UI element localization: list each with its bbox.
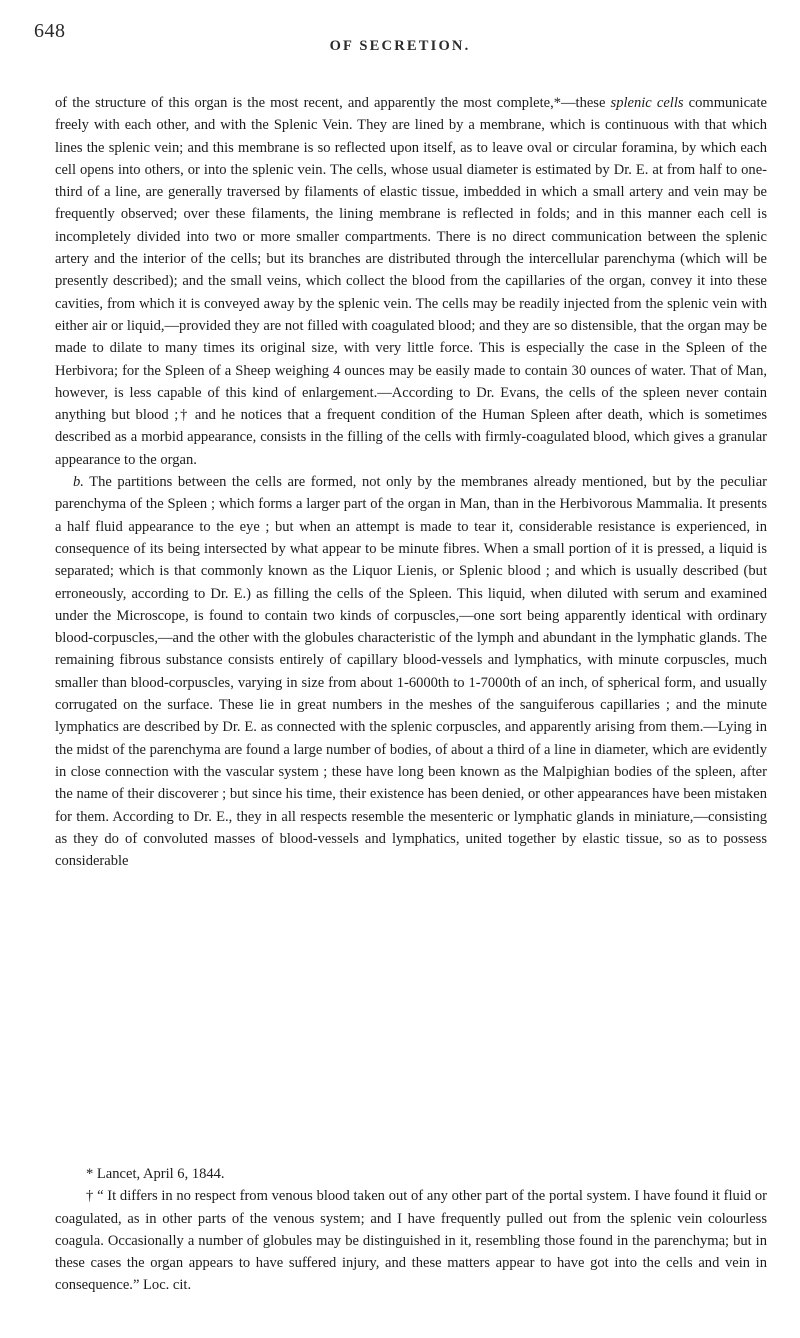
footnote-2: † “ It differs in no respect from venous blood taken out of any other part of the portal system. I have found it fluid or coagulated, as in other parts of the venous system; and I have frequently pulled out from the splenic vein colourless coagula. Occasionally a number of globules may be distinguished in it, resembling those found in the parenchyma; but in these cases the organ appears to have suffered injury, and these matters appear to have got into the cells and vein in consequence.” Loc. cit. <box>55 1188 767 1294</box>
paragraph-continued <box>55 92 767 471</box>
footnotes <box>55 1163 767 1297</box>
paragraph-b <box>55 471 767 872</box>
paragraph-text: communicate freely with each other, and with the Splenic Vein. They are lined by a membrane, which is continuous with that which lines the splenic vein; and this membrane is so reflected upon itself, as to leave oval or circular foramina, by which each cell opens into others, or into the splenic vein. The cells, whose usual diameter is estimated by Dr. E. at from half to one-third of a line, are generally traversed by filaments of elastic tissue, imbedded in which a small artery and vein may be frequently observed; over these filaments, the lining membrane is reflected in folds; and in this manner each cell is incompletely divided into two or more smaller compartments. There is no direct communication between the splenic artery and the interior of the cells; but its branches are distributed through the intercellular parenchyma (which will be presently described); and the small veins, which collect the blood from the capillaries of the organ, convey it into these cavities, from which it is conveyed away by the splenic vein. The cells may be readily injected from the splenic vein with either air or liquid,—provided they are not filled with coagulated blood; and they are so distensible, that the organ may be made to dilate to many times its original size, with very little force. This is especially the case in the Spleen of the Herbivora; for the Spleen of a Sheep weighing 4 ounces may be easily made to contain 30 ounces of water. That of Man, however, is less capable of this kind of enlargement.—According to Dr. Evans, the cells of the spleen never contain anything but blood ;† and he notices that a frequent condition of the Human Spleen after death, which is sometimes described as a morbid appearance, consists in the filling of the cells with firmly-coagulated blood, which gives a granular appearance to the organ. <box>55 95 768 468</box>
italic-term: splenic cells <box>610 95 684 111</box>
footnote-1: * Lancet, April 6, 1844. <box>86 1166 225 1182</box>
running-head: OF SECRETION. <box>329 38 471 54</box>
paragraph-text: of the structure of this organ is the most recent, and apparently the most complete,*—these <box>55 95 611 111</box>
paragraph-text: The partitions between the cells are formed, not only by the membranes already mentioned, but by the peculiar parenchyma of the Spleen ; which forms a larger part of the organ in Man, than in the Herbivorous Mammalia. It presents a half fluid appearance to the eye ; but when an attempt is made to tear it, considerable resistance is experienced, in consequence of its being intersected by what appear to be minute fibres. When a small portion of it is pressed, a liquid is separated; which is that commonly known as the Liquor Lienis, or Splenic blood ; and which is usually described (but erroneously, according to Dr. E.) as filling the cells of the Spleen. This liquid, when diluted with serum and examined under the Microscope, is found to contain two kinds of corpuscles,—one sort being apparently identical with ordinary blood-corpuscles,—and the other with the globules characteristic of the lymph and abundant in the lymphatic glands. The remaining fibrous substance consists entirely of capillary blood-vessels and lymphatics, with minute corpuscles, much smaller than blood-corpuscles, varying in size from about 1-6000th to 1-7000th of an inch, of spherical form, and usually corrugated on the surface. These lie in great numbers in the meshes of the sanguiferous capillaries ; and the minute lymphatics are described by Dr. E. as connected with the splenic corpuscles, and apparently arising from them.—Lying in the midst of the parenchyma are found a large number of bodies, of about a third of a line in diameter, which are evidently in close connection with the vascular system ; these have long been known as the Malpighian bodies of the spleen, after the name of their discoverer ; but since his time, their existence has been denied, or other appearances have been mistaken for them. According to Dr. E., they in all respects resemble the mesenteric or lymphatic glands in miniature,—consisting as they do of convoluted masses of blood-vessels and lymphatics, united together by elastic tissue, so as to possess considerable <box>55 474 767 870</box>
body-text <box>55 92 767 872</box>
section-marker: b. <box>73 474 84 491</box>
page-number: 648 <box>34 20 66 42</box>
